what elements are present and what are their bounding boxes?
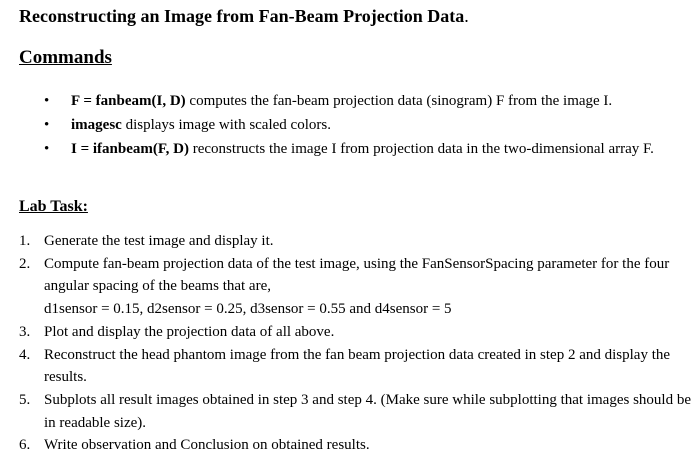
task-text: Subplots all result images obtained in step 3 and step 4. (Make sure while subplotting that images should be in readable size). [44,391,691,431]
command-item-imagesc [0,113,699,137]
bullet-marker: • [44,117,50,133]
command-description-fanbeam: computes the fan-beam projection data (sinogram) F from the image I. [185,93,613,109]
command-description-imagesc: displays image with scaled colors. [121,117,331,133]
task-number: 1. [19,233,31,249]
document-title-text: Reconstructing an Image from Fan-Beam Projection Data [19,6,465,26]
document-title-period: . [464,6,469,26]
sensor-spacing-values: d1sensor = 0.15, d2sensor = 0.25, d3sensor = 0.55 and d4sensor = 5 [44,301,452,318]
task-item-3 [0,321,699,344]
lab-task-list [0,230,699,457]
task-number: 4. [19,346,31,363]
bullet-marker: • [44,93,50,109]
task-text: Write observation and Conclusion on obtained results. [44,437,370,454]
commands-list [0,89,699,161]
task-text: Plot and display the projection data of all above. [44,323,335,340]
bullet-marker: • [44,141,50,157]
command-item-fanbeam [0,89,699,113]
document-title [19,6,469,27]
task-item-5 [0,389,699,434]
task-text: Reconstruct the head phantom image from the fan beam projection data created in step 2 and display the results. [44,346,671,386]
task-number: 2. [19,255,31,272]
task-text: Generate the test image and display it. [44,233,274,249]
task-number: 5. [19,391,31,408]
task-number: 6. [19,437,31,454]
command-description-ifanbeam: reconstructs the image I from projection data in the two-dimensional array F. [189,141,654,157]
task-item-1 [0,230,699,253]
command-code-fanbeam: F = fanbeam(I, D) [71,93,186,109]
task-item-6 [0,434,699,457]
task-item-2 [0,253,699,321]
commands-heading: Commands [19,47,112,68]
command-item-ifanbeam [0,137,699,161]
task-item-4 [0,344,699,389]
task-number: 3. [19,323,31,340]
command-code-ifanbeam: I = ifanbeam(F, D) [71,141,189,157]
task-text: Compute fan-beam projection data of the test image, using the FanSensorSpacing parameter for the four angular spacing of the beams that are, [44,255,670,295]
lab-task-heading: Lab Task: [19,198,88,215]
command-code-imagesc: imagesc [71,117,122,133]
